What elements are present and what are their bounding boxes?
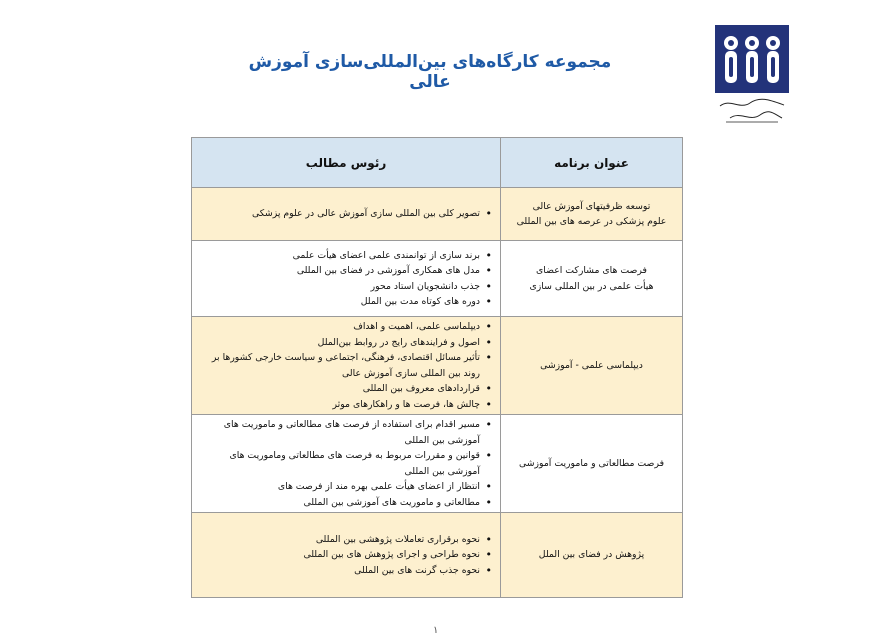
document-title: مجموعه کارگاه‌های بین‌المللی‌سازی آموزش عالی — [248, 52, 612, 92]
list-item: • مطالعاتی و ماموریت های آموزشی بین المللی — [198, 495, 480, 511]
program-cell — [501, 317, 683, 415]
list-item: • انتظار از اعضای هیأت علمی بهره مند از فرصت های — [198, 479, 480, 495]
program-title: فرصت های مشارکت اعضای هیأت علمی در بین المللی سازی — [529, 265, 654, 292]
university-logo — [712, 22, 792, 132]
table-row — [192, 415, 683, 513]
list-item: • نحوه طراحی و اجرای پژوهش های بین المللی — [198, 547, 480, 563]
list-item: • تصویر کلی بین المللی سازی آموزش عالی در علوم پزشکی — [198, 206, 480, 222]
program-cell — [501, 513, 683, 598]
table-row — [192, 513, 683, 598]
list-item: • جذب دانشجویان استاد محور — [198, 279, 480, 295]
workshops-table — [191, 137, 683, 598]
list-item: • قوانین و مقررات مربوط به فرصت های مطالعاتی وماموریت های آموزشی بین المللی — [198, 448, 480, 479]
list-item: • تأثیر مسائل اقتصادی، فرهنگی، اجتماعی و سیاست خارجی کشورها بر روند بین المللی سازی آموزش عالی — [198, 350, 480, 381]
program-title: فرصت مطالعاتی و ماموریت آموزشی — [518, 457, 665, 469]
list-item: • اصول و فرایندهای رایج در روابط بین‌الملل — [198, 335, 480, 351]
list-item: • نحوه برقراری تعاملات پژوهشی بین المللی — [198, 532, 480, 548]
page-number: ۱ — [433, 625, 439, 636]
program-cell — [501, 415, 683, 513]
topics-cell — [192, 317, 501, 415]
list-item: • چالش ها، فرصت ها و راهکارهای موثر — [198, 397, 480, 413]
program-title: پژوهش در فضای بین الملل — [538, 549, 645, 561]
list-item: • نحوه جذب گرنت های بین المللی — [198, 563, 480, 579]
list-item: • قراردادهای معروف بین المللی — [198, 381, 480, 397]
topics-cell — [192, 415, 501, 513]
table-header-row — [192, 138, 683, 188]
list-item: • دیپلماسی علمی، اهمیت و اهداف — [198, 319, 480, 335]
program-cell — [501, 188, 683, 241]
list-item: • مسیر اقدام برای استفاده از فرصت های مطالعاتی و ماموریت های آموزشی بین المللی — [198, 417, 480, 448]
topics-cell — [192, 241, 501, 317]
table-row — [192, 241, 683, 317]
table-row — [192, 188, 683, 241]
list-item: • مدل های همکاری آموزشی در فضای بین المللی — [198, 263, 480, 279]
table-row — [192, 317, 683, 415]
tums-logo-icon — [715, 25, 789, 93]
topics-cell — [192, 188, 501, 241]
program-title: توسعه ظرفیتهای آموزش عالی علوم پزشکی در عرصه های بین المللی — [516, 200, 667, 227]
list-item: • دوره های کوتاه مدت بین الملل — [198, 294, 480, 310]
program-cell — [501, 241, 683, 317]
list-item: • برند سازی از توانمندی علمی اعضای هیأت علمی — [198, 248, 480, 264]
program-title: دیپلماسی علمی - آموزشی — [540, 359, 643, 371]
topics-cell — [192, 513, 501, 598]
logo-signature — [712, 96, 792, 129]
header-topics: رئوس مطالب — [192, 138, 501, 188]
header-program-title: عنوان برنامه — [501, 138, 683, 188]
